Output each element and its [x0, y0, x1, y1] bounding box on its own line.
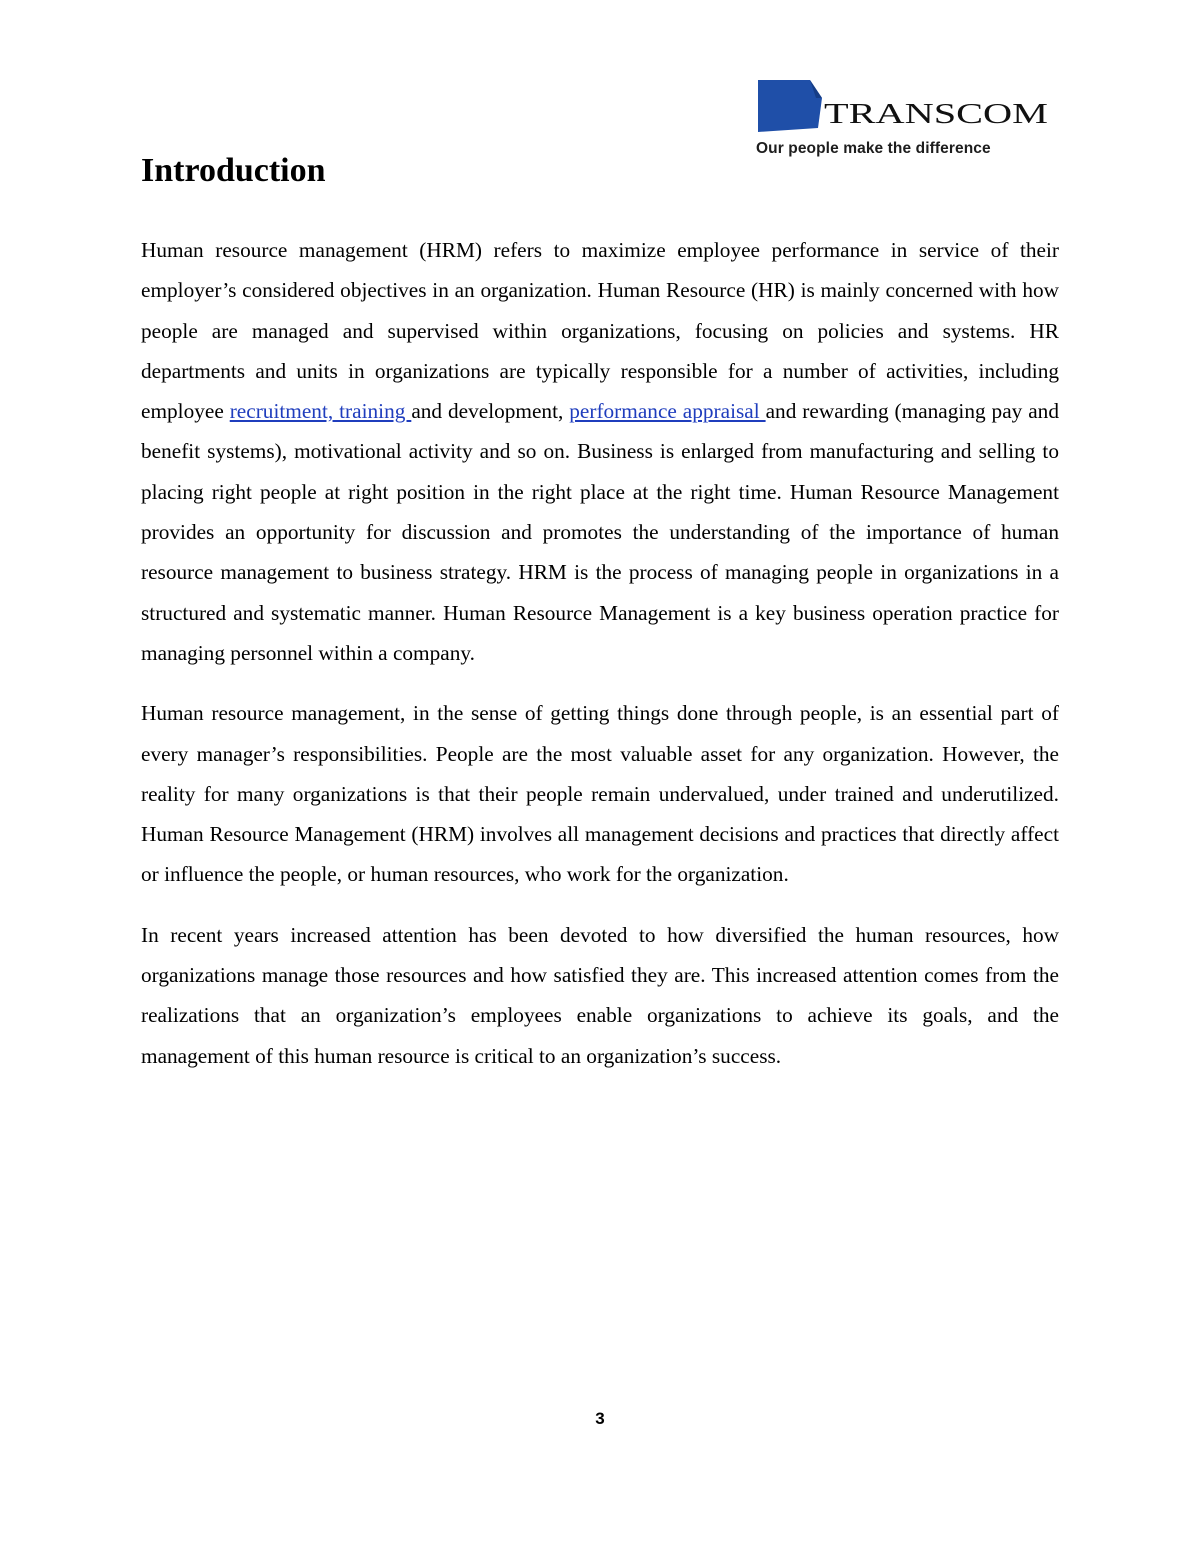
paragraph-3: In recent years increased attention has been devoted to how diversified the human resources, how organizations manage those resources and how satisfied they are. This increased attention comes from the realizations that an organization’s employees enable organizations to achieve its goals, and the management of this human resource is critical to an organization’s success.: [141, 922, 1059, 1068]
paragraph-1-text-c: and rewarding (managing pay and benefit systems), motivational activity and so on. Business is enlarged from manufacturing and selling to placing right people at right position in the right place at the right time. Human Resource Management provides an opportunity for discussion and promotes the understanding of the importance of human resource management to business strategy. HRM is the process of managing people in organizations in a structured and systematic manner. Human Resource Management is a key business operation practice for managing personnel within a company.: [141, 399, 1059, 665]
document-body: [141, 230, 1059, 1096]
logo-wordmark: TRANSCOM: [824, 99, 1049, 130]
paragraph-1: [141, 230, 1059, 673]
transcom-logo: [752, 76, 1052, 162]
paragraph-2: Human resource management, in the sense of getting things done through people, is an essential part of every manager’s responsibilities. People are the most valuable asset for any organization. However, the reality for many organizations is that their people remain undervalued, under trained and underutilized. Human Resource Management (HRM) involves all management decisions and practices that directly affect or influence the people, or human resources, who work for the organization.: [141, 701, 1059, 887]
recruitment-training-link[interactable]: recruitment, training: [229, 399, 412, 424]
performance-appraisal-link[interactable]: performance appraisal: [569, 399, 766, 424]
logo-slogan: Our people make the difference: [756, 140, 991, 157]
paragraph-1-text-b: and development,: [411, 399, 570, 424]
logo-mark-shape: [758, 80, 822, 132]
transcom-logo-graphic: [752, 76, 1052, 136]
page-title: Introduction: [141, 152, 326, 189]
paragraph-1-text-a: Human resource management (HRM) refers to maximize employee performance in service of their employer’s considered objectives in an organization. Human Resource (HR) is mainly concerned with how people are managed and supervised within organizations, focusing on policies and systems. HR departments and units in organizations are typically responsible for a number of activities, including employee: [141, 238, 1059, 424]
page-number: 3: [595, 1409, 605, 1428]
